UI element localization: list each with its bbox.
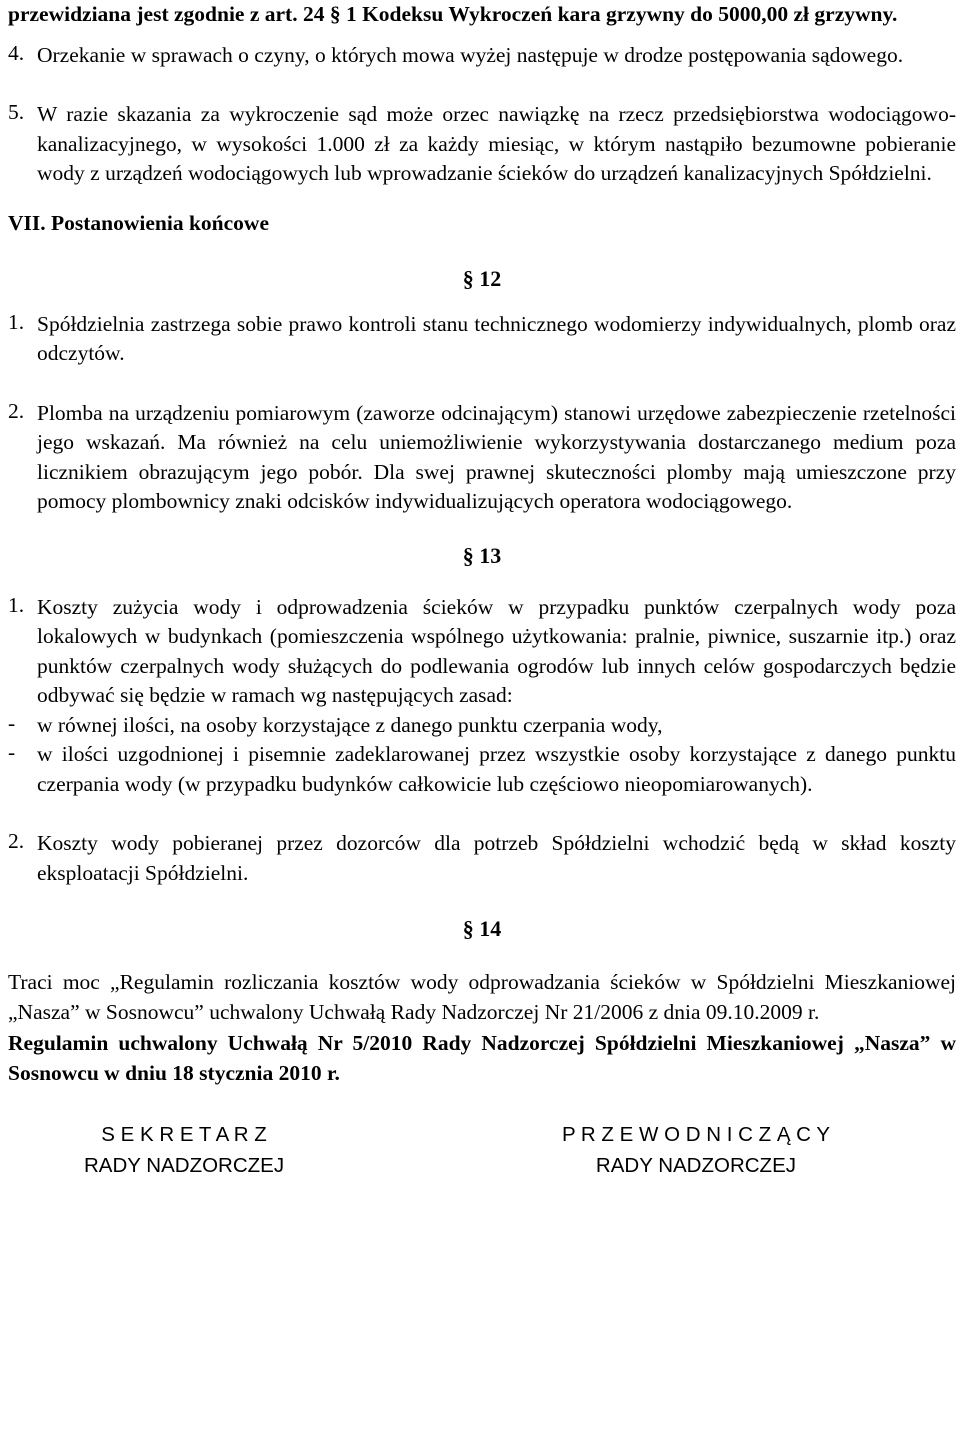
item-number: 1. [8, 592, 25, 617]
item-text: Koszty zużycia wody i odprowadzenia ścieków w przypadku punktów czerpalnych wody poza lokalowych w budynkach (pomieszczenia wspólnego użytkowania: pralnie, piwnice, suszarnie itp.) oraz punktów czerpalnych wody służących do podlewania ogrodów lub innych celów gospodarczych będzie odbywać się będzie w ramach wg następujących zasad: [37, 594, 956, 707]
bullet-dash: - [8, 740, 16, 764]
signature-body: RADY NADZORCZEJ [84, 1154, 285, 1177]
section-mark-14: § 14 [462, 916, 502, 941]
item-number: 4. [8, 40, 25, 65]
bullet-text: w równej ilości, na osoby korzystające z danego punktu czerpania wody, [37, 712, 663, 737]
item-number: 1. [8, 309, 25, 334]
adoption-paragraph: Regulamin uchwalony Uchwałą Nr 5/2010 Rady Nadzorczej Spółdzielni Mieszkaniowej „Nasza” w Sosnowcu w dniu 18 stycznia 2010 r. [8, 1031, 956, 1085]
item-number: 2. [8, 398, 25, 423]
section-mark-12: § 12 [462, 265, 502, 291]
signature-block [8, 1119, 956, 1181]
bullet-dash: - [8, 710, 16, 735]
signature-secretary [84, 1119, 284, 1181]
bullet-text: w ilości uzgodnionej i pisemnie zadeklarowanej przez wszystkie osoby korzystające z danego punktu czerpania wody (w przypadku budynków całkowicie lub częściowo nieopomiarowanych). [37, 742, 956, 796]
item-number: 2. [8, 829, 25, 853]
list-item [8, 829, 956, 888]
item-number: 5. [8, 100, 25, 124]
item-text: Spółdzielnia zastrzega sobie prawo kontroli stanu technicznego wodomierzy indywidualnych, plomb oraz odczytów. [37, 311, 956, 365]
repeal-paragraph: Traci moc „Regulamin rozliczania kosztów wody odprowadzania ścieków w Spółdzielni Mieszkaniowej „Nasza” w Sosnowcu” uchwalony Uchwałą Rady Nadzorczej Nr 21/2006 z dnia 09.10.2009 r. [8, 970, 956, 1024]
signature-role: P R Z E W O D N I C Z Ą C Y [561, 1123, 830, 1146]
bullet-item [8, 740, 956, 799]
list-item [8, 399, 956, 517]
list-item [8, 593, 956, 711]
list-item [8, 310, 956, 369]
item-text: W razie skazania za wykroczenie sąd może orzec nawiązkę na rzecz przedsiębiorstwa wodociągowo-kanalizacyjnego, w wysokości 1.000 zł za każdy miesiąc, w którym nastąpiło bezumowne pobieranie wody z urządzeń wodociągowych lub wprowadzanie ścieków do urządzeń kanalizacyjnych Spółdzielni. [37, 102, 956, 185]
chapter-heading: VII. Postanowienia końcowe [8, 210, 270, 235]
section-mark-13: § 13 [462, 542, 502, 568]
intro-paragraph: przewidziana jest zgodnie z art. 24 § 1 Kodeksu Wykroczeń kara grzywny do 5000,00 zł grzywny. [8, 2, 898, 26]
bullet-item [8, 711, 956, 741]
list-item [8, 100, 956, 189]
item-text: Koszty wody pobieranej przez dozorców dla potrzeb Spółdzielni wchodzić będą w skład koszty eksploatacji Spółdzielni. [37, 831, 956, 885]
signature-role: S E K R E T A R Z [101, 1123, 267, 1146]
signature-chairman [562, 1119, 830, 1181]
item-text: Plomba na urządzeniu pomiarowym (zaworze odcinającym) stanowi urzędowe zabezpieczenie rzetelności jego wskazań. Ma również na celu uniemożliwienie wykorzystywania dostarczanego medium poza licznikiem obrazującym jego pobór. Dla swej prawnej skuteczności plomby mają umieszczone przy pomocy plombownicy znaki odcisków indywidualizujących operatora wodociągowego. [37, 400, 956, 513]
item-text: Orzekanie w sprawach o czyny, o których mowa wyżej następuje w drodze postępowania sądowego. [37, 42, 904, 67]
signature-body: RADY NADZORCZEJ [595, 1154, 797, 1177]
list-item [8, 41, 956, 71]
